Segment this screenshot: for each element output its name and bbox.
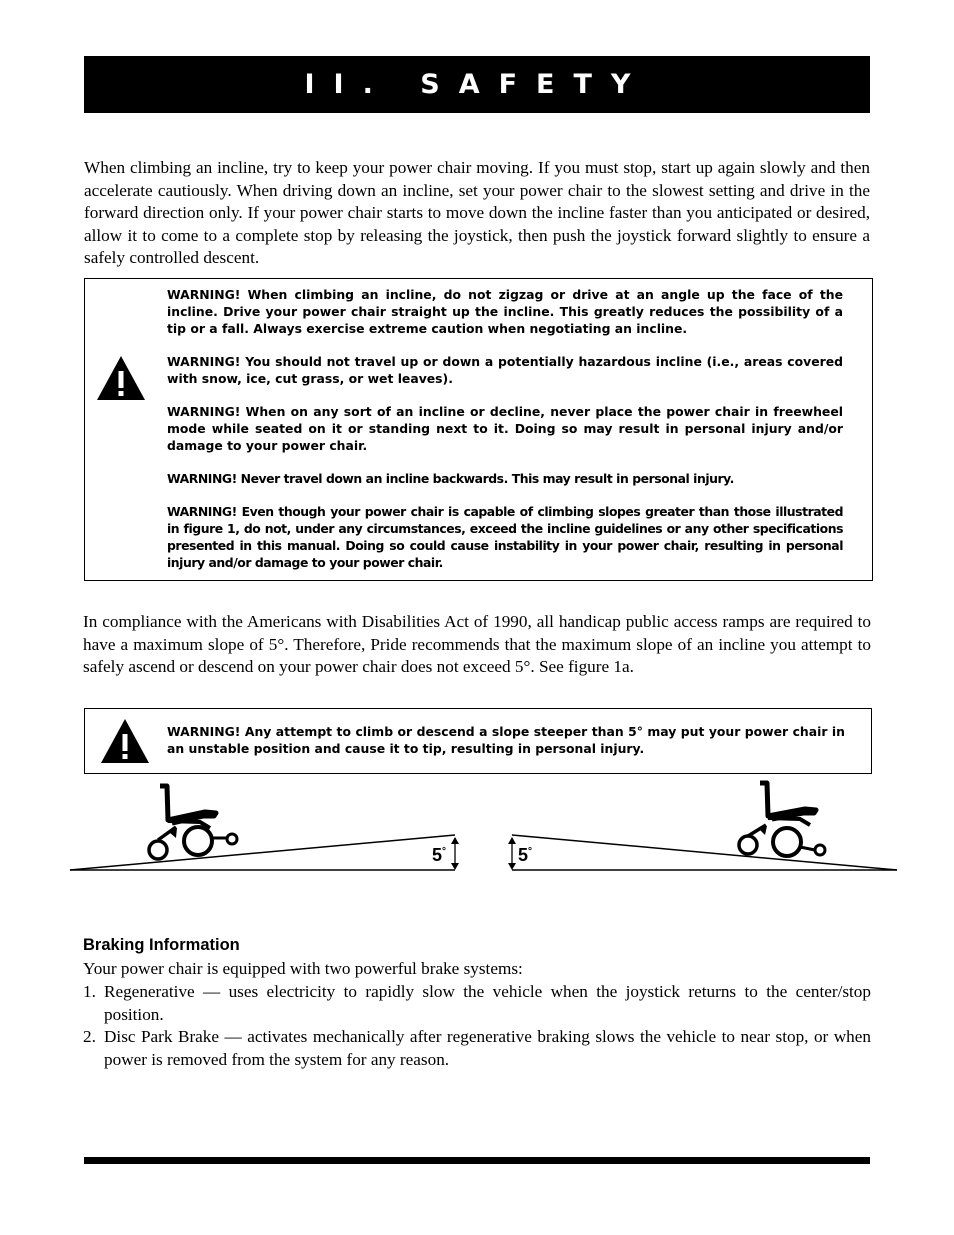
slope-warning-text: WARNING! Any attempt to climb or descend a slope steeper than 5° may put your power chair in an unstable position and cause it to tip, resulting in personal injury.: [167, 724, 845, 756]
right-angle-label: 5°: [518, 845, 533, 865]
warning-backwards: WARNING! Never travel down an incline backwards. This may result in personal injury.: [167, 471, 734, 486]
slope-warning-box: [84, 708, 872, 774]
section-title: II. SAFETY: [304, 69, 650, 100]
wheelchair-icon: [739, 783, 825, 856]
incline-diagram: [0, 780, 954, 880]
list-item: 2. Disc Park Brake — activates mechanically after regenerative braking slows the vehicle to near stop, or when power is removed from the system for any reason.: [83, 1027, 871, 1069]
footer-rule: [84, 1157, 870, 1164]
intro-paragraph: When climbing an incline, try to keep your power chair moving. If you must stop, start up again slowly and then accelerate cautiously. When driving down an incline, set your power chair to the slowest setting and drive in the forward direction only. If your power chair starts to move down the incline faster than you anticipated or desired, allow it to come to a complete stop by releasing the joystick, then push the joystick forward slightly to ensure a safely controlled descent.: [84, 158, 870, 268]
left-angle-label: 5°: [432, 845, 447, 865]
ascending-ramp: [70, 835, 459, 870]
incline-figure: [0, 780, 954, 880]
section-title-bar: [84, 56, 870, 113]
warning-exceed-guidelines: WARNING! Even though your power chair is capable of climbing slopes greater than those illustrated in figure 1, do not, under any circumstances, exceed the incline guidelines or any other specifications presented in this manual. Doing so could cause instability in your power chair, resulting in personal injury and/or damage to your power chair.: [167, 504, 843, 570]
descending-ramp: [508, 835, 897, 870]
braking-intro: Your power chair is equipped with two powerful brake systems:: [83, 959, 523, 978]
wheelchair-icon: [149, 786, 237, 859]
warning-triangle-icon: [99, 718, 151, 764]
warning-freewheel: WARNING! When on any sort of an incline or decline, never place the power chair in freewheel mode while seated on it or standing next to it. Doing so may result in personal injury and/or damage to your power chair.: [167, 404, 843, 453]
list-item: 1. Regenerative — uses electricity to rapidly slow the vehicle when the joystick returns to the center/stop position.: [83, 982, 871, 1024]
ada-paragraph: In compliance with the Americans with Disabilities Act of 1990, all handicap public access ramps are required to have a maximum slope of 5°. Therefore, Pride recommends that the maximum slope of an incline you attempt to safely ascend or descend on your power chair does not exceed 5°. See figure 1a.: [83, 612, 871, 677]
incline-warning-box: [84, 278, 873, 581]
warning-hazardous-incline: WARNING! You should not travel up or down a potentially hazardous incline (i.e., areas covered with snow, ice, cut grass, or wet leaves).: [167, 354, 843, 386]
warning-triangle-icon: [96, 355, 146, 401]
braking-heading: Braking Information: [83, 936, 240, 954]
warning-zigzag: WARNING! When climbing an incline, do not zigzag or drive at an angle up the face of the incline. Drive your power chair straight up the incline. This greatly reduces the possibility of a tip or a fall. Always exercise extreme caution when negotiating an incline.: [167, 287, 843, 336]
brake-list: [83, 981, 871, 1071]
